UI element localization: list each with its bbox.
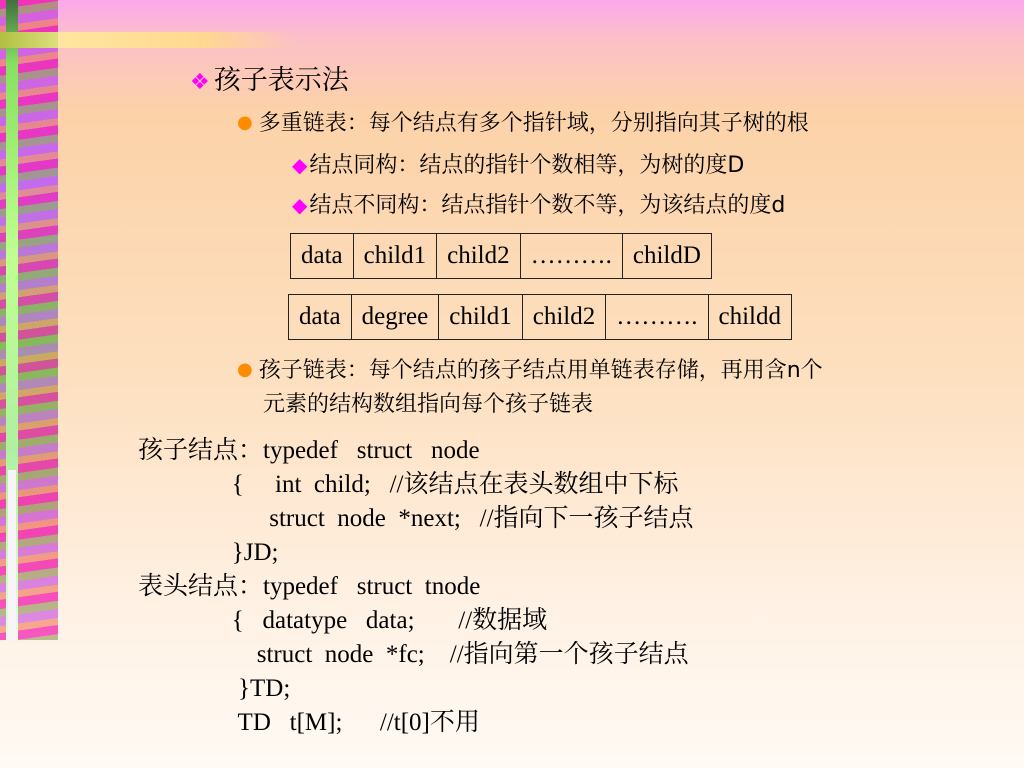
node-structure-same (290, 233, 712, 279)
slide-heading (190, 58, 349, 97)
code-line: { datatype data; //数据域 (138, 607, 548, 634)
code-line: }TD; (138, 675, 291, 702)
bullet-dot-icon: ● (237, 112, 253, 133)
diamond-icon: ◆ (292, 153, 308, 177)
field-cell: data (289, 295, 352, 340)
field-cell: childD (622, 234, 711, 279)
heading-marker-icon: ❖ (190, 70, 210, 95)
diamond-icon: ◆ (292, 193, 308, 217)
decorative-white-bar (8, 470, 16, 640)
bullet-child-list (237, 353, 823, 422)
field-cell: child2 (437, 234, 521, 279)
decorative-top-band-left (0, 32, 60, 48)
bullet-dot-icon: ● (237, 359, 253, 380)
code-line: }JD; (138, 539, 279, 566)
bullet-child-line1: 孩子链表：每个结点的孩子结点用单链表存储，再用含n个 (258, 358, 823, 383)
bullet-multi-text: 多重链表：每个结点有多个指针域，分别指向其子树的根 (258, 111, 809, 136)
code-block (138, 434, 694, 740)
sub-item-text: 结点同构：结点的指针个数相等，为树的度D (309, 153, 745, 178)
field-cell: degree (351, 295, 439, 340)
code-line: struct node *next; //指向下一孩子结点 (138, 505, 694, 532)
field-cell: ………. (520, 234, 622, 279)
code-line: struct node *fc; //指向第一个孩子结点 (138, 641, 689, 668)
bullet-multi-list (237, 106, 809, 137)
sub-item-text: 结点不同构：结点指针个数不等，为该结点的度d (309, 193, 786, 218)
field-cell: child1 (353, 234, 437, 279)
code-line: { int child; //该结点在表头数组中下标 (138, 471, 679, 498)
field-cell: data (291, 234, 354, 279)
field-cell: child2 (522, 295, 606, 340)
code-line: 表头结点：typedef struct tnode (138, 573, 481, 600)
code-line: 孩子结点：typedef struct node (138, 437, 480, 464)
heading-title: 孩子表示法 (213, 65, 349, 96)
sub-item-diff-structure (292, 188, 785, 219)
decorative-top-band (58, 32, 298, 48)
field-cell: childd (708, 295, 792, 340)
field-cell: child1 (439, 295, 523, 340)
field-cell: ………. (606, 295, 708, 340)
node-structure-diff (288, 294, 792, 340)
sub-item-same-structure (292, 148, 744, 179)
code-line: TD t[M]; //t[0]不用 (138, 709, 480, 736)
bullet-child-line2: 元素的结构数组指向每个孩子链表 (263, 392, 594, 417)
